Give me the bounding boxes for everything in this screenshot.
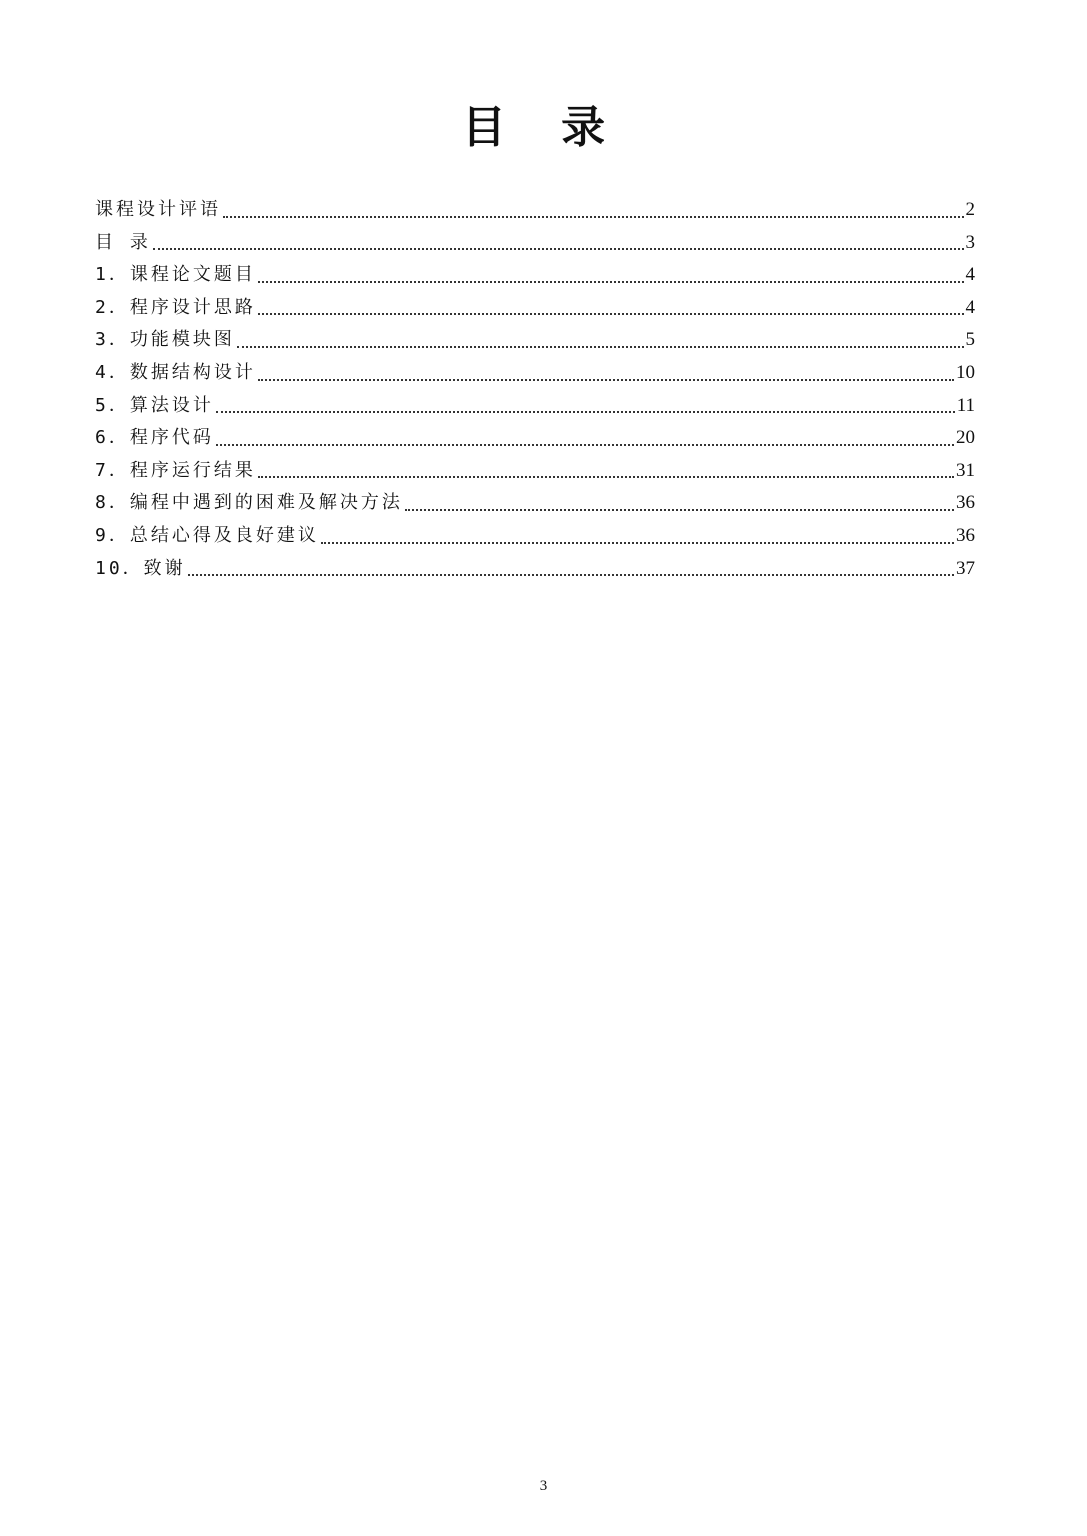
toc-entry-label: 1．课程论文题目 [95,264,256,286]
toc-entry-page: 31 [956,459,975,481]
toc-dot-leader [188,573,954,576]
toc-entry-4[interactable] [95,357,975,390]
toc-entry-comments[interactable] [95,194,975,227]
toc-entry-label: 2．程序设计思路 [95,296,256,318]
toc-entry-page: 5 [965,329,975,351]
page-title: 目 录 [461,102,626,153]
toc-dot-leader [153,247,964,250]
toc-entry-5[interactable] [95,390,975,423]
toc-entry-label: 4．数据结构设计 [95,361,256,383]
toc-entry-page: 4 [965,296,975,318]
toc-entry-label: 8．编程中遇到的困难及解决方法 [95,492,403,514]
toc-entry-1[interactable] [95,259,975,292]
toc-entry-9[interactable] [95,520,975,553]
toc-dot-leader [258,312,964,315]
footer-page-number: 3 [539,1478,548,1494]
toc-entry-contents[interactable] [95,227,975,260]
toc-entry-3[interactable] [95,324,975,357]
toc-entry-page: 20 [956,427,975,449]
toc-dot-leader [258,280,964,283]
toc-dot-leader [216,443,954,446]
toc-entry-page: 11 [956,394,975,416]
toc-dot-leader [237,345,964,348]
toc-entry-2[interactable] [95,292,975,325]
toc-entry-8[interactable] [95,487,975,520]
toc-entry-label: 3．功能模块图 [95,329,235,351]
toc-dot-leader [216,410,955,413]
toc-entry-6[interactable] [95,422,975,455]
toc-dot-leader [223,215,964,218]
toc-entry-page: 3 [965,231,975,253]
toc-entry-page: 10 [956,361,975,383]
toc-entry-label: 7．程序运行结果 [95,459,256,481]
toc-entry-label: 课程设计评语 [95,199,221,220]
toc-dot-leader [405,508,954,511]
toc-dot-leader [321,541,954,544]
toc-entry-label: 9．总结心得及良好建议 [95,524,319,546]
toc-entry-page: 2 [965,199,975,220]
toc-dot-leader [258,378,954,381]
toc-entry-10[interactable] [95,553,975,586]
toc-entry-label: 5．算法设计 [95,394,214,416]
toc-entry-page: 36 [956,524,975,546]
toc-entry-page: 4 [965,264,975,286]
table-of-contents [95,194,975,585]
toc-dot-leader [258,475,954,478]
toc-entry-label: 目 录 [95,231,151,253]
toc-entry-7[interactable] [95,455,975,488]
toc-entry-label: 10．致谢 [95,557,186,579]
toc-entry-page: 37 [956,557,975,579]
toc-entry-label: 6．程序代码 [95,427,214,449]
toc-entry-page: 36 [956,492,975,514]
